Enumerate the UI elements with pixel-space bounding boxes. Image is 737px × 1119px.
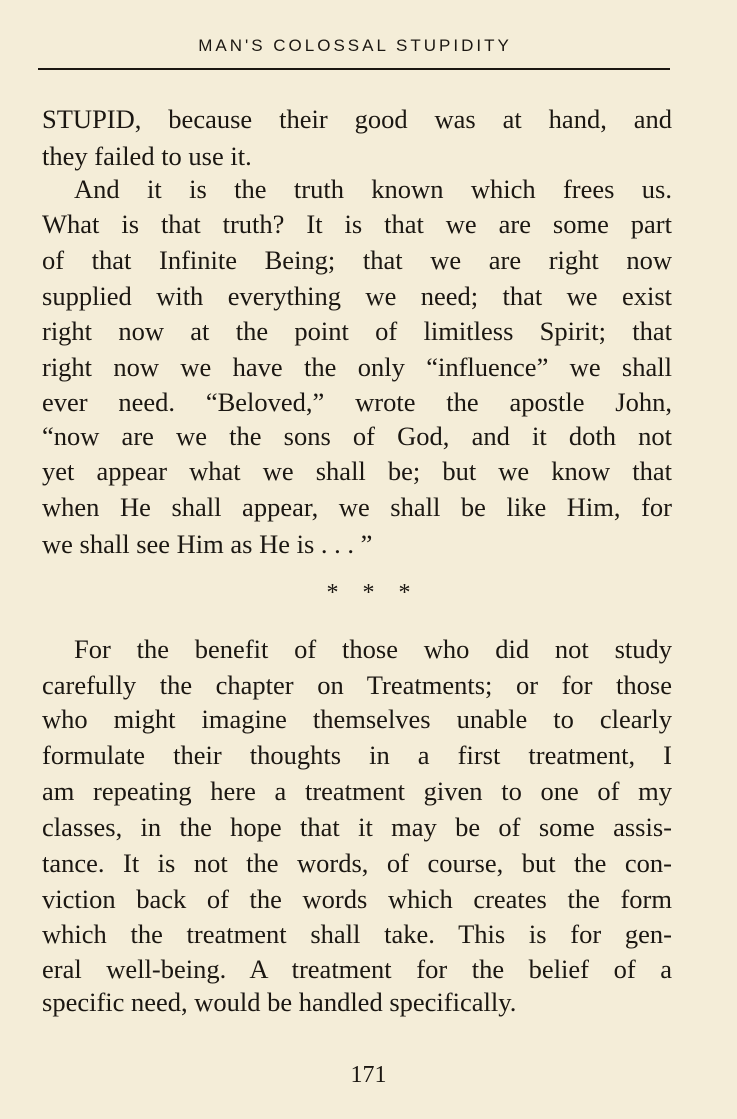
text-line: classes, in the hope that it may be of some assis- <box>42 812 672 842</box>
text-line: tance. It is not the words, of course, but the con- <box>42 848 672 878</box>
text-line: yet appear what we shall be; but we know that <box>42 456 672 486</box>
text-line: of that Infinite Being; that we are right now <box>42 245 672 275</box>
text-line: which the treatment shall take. This is for gen- <box>42 919 672 949</box>
text-line: And it is the truth known which frees us. <box>74 174 672 204</box>
text-line: specific need, would be handled specifically. <box>42 987 517 1017</box>
text-line: we shall see Him as He is . . . ” <box>42 529 373 559</box>
text-line: What is that truth? It is that we are some part <box>42 209 672 239</box>
running-header: MAN'S COLOSSAL STUPIDITY <box>198 36 512 55</box>
text-line: viction back of the words which creates the form <box>42 884 672 914</box>
text-line: right now at the point of limitless Spirit; that <box>42 316 672 346</box>
text-line: who might imagine themselves unable to clearly <box>42 704 672 734</box>
text-line: ever need. “Beloved,” wrote the apostle John, <box>42 387 672 417</box>
text-line: STUPID, because their good was at hand, and <box>42 104 672 134</box>
text-line: “now are we the sons of God, and it doth not <box>42 421 672 451</box>
text-line: am repeating here a treatment given to one of my <box>42 776 672 806</box>
text-line: carefully the chapter on Treatments; or for those <box>42 670 672 700</box>
text-line: supplied with everything we need; that we exist <box>42 281 672 311</box>
section-separator: * * * <box>326 580 411 606</box>
text-line: For the benefit of those who did not study <box>74 634 672 664</box>
text-line: formulate their thoughts in a first treatment, I <box>42 740 672 770</box>
page-number: 171 <box>350 1062 387 1088</box>
text-line: when He shall appear, we shall be like Him, for <box>42 492 672 522</box>
header-rule <box>38 68 670 70</box>
text-line: right now we have the only “influence” we shall <box>42 352 672 382</box>
text-line: eral well-being. A treatment for the belief of a <box>42 954 672 984</box>
text-line: they failed to use it. <box>42 141 252 171</box>
